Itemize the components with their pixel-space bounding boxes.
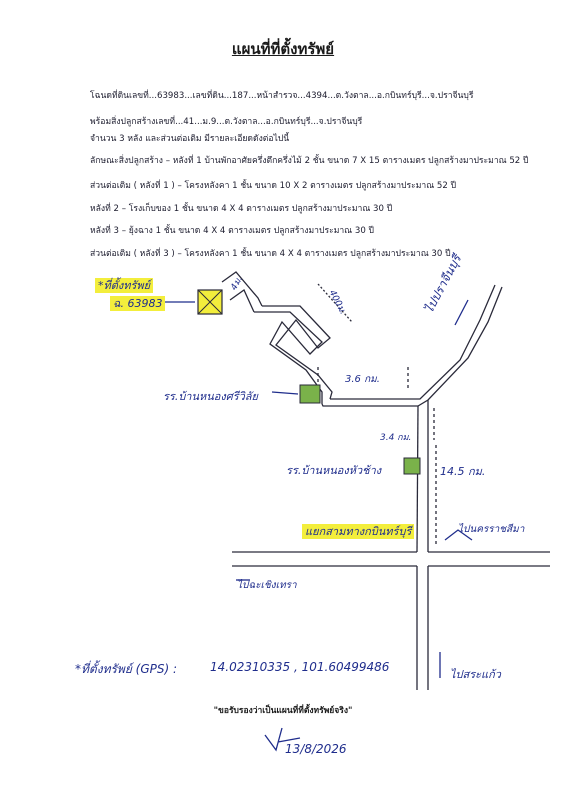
extension-1-line: ส่วนต่อเติม ( หลังที่ 1 ) – โครงหลังคา 1 ชั้น ขนาด 10 X 2 ตารางเมตร ปลูกสร้างมาประมาณ 52 ปี [90,181,457,191]
school-1-marker [300,385,320,403]
building-1-line: ลักษณะสิ่งปลูกสร้าง – หลังที่ 1 บ้านพักอาศัยครึ่งตึกครึ่งไม้ 2 ชั้น ขนาด 7 X 15 ตารางเมตร ปลูกสร้างมาประมาณ 52 ปี [90,156,529,166]
signature-date: 13/8/2026 [285,742,347,756]
building-count-line: จำนวน 3 หลัง และส่วนต่อเติม มีรายละเอียดดังต่อไปนี้ [90,134,290,144]
arrow-to-school1 [272,392,298,394]
building-2-line: หลังที่ 2 – โรงเก็บของ 1 ชั้น ขนาด 4 X 4 ตารางเมตร ปลูกสร้างมาประมาณ 30 ปี [90,204,393,214]
label-to-chachoengsao: ไปฉะเชิงเทรา [237,580,297,591]
distance-4m: 4ม. [229,274,245,293]
distance-14-5km: 14.5 กม. [440,465,486,478]
certification-text: "ขอรับรองว่าเป็นแผนที่ที่ตั้งทรัพย์จริง" [213,706,353,716]
road-south-edge [417,406,418,552]
access-lane-edge [230,290,254,312]
gps-value: 14.02310335 , 101.60499486 [210,660,390,674]
property-label: *ที่ตั้งทรัพย์ [95,276,153,294]
gps-label: *ที่ตั้งทรัพย์ (GPS) : [75,662,178,676]
deed-line: โฉนดที่ดินเลขที่...63983...เลขที่ดิน...187...หน้าสำรวจ...4394...ต.วังตาล...อ.กบินทร์บุรี...จ.ปราจีนบุรี [90,91,474,101]
school-1-label: รร.บ้านหนองศรีวิลัย [163,390,258,403]
junction-label: แยกสามทางกบินทร์บุรี [302,522,414,540]
building-3-line: หลังที่ 3 – ยุ้งฉาง 1 ชั้น ขนาด 4 X 4 ตารางเมตร ปลูกสร้างมาประมาณ 30 ปี [90,226,375,236]
road-to-prachinburi-edge [322,287,502,406]
side-road-west-edge [262,306,332,399]
arrow-prachinburi [455,300,468,325]
school-2-marker [404,458,420,474]
page-title: แผนที่ที่ตั้งทรัพย์ [231,40,335,58]
label-to-nakhon: ไปนครราชสีมา [458,524,525,535]
deed-label: ฉ. 63983 [110,294,165,312]
building-number-line: พร้อมสิ่งปลูกสร้างเลขที่...41...ม.9...ต.วังตาล...อ.กบินทร์บุรี...จ.ปราจีนบุรี [90,117,363,127]
label-to-prachinburi: ไปปราจีนบุรี [421,252,465,316]
extension-3-line: ส่วนต่อเติม ( หลังที่ 3 ) – โครงหลังคา 1 ชั้น ขนาด 4 X 4 ตารางเมตร ปลูกสร้างมาประมาณ 30 ปี [90,249,451,259]
school-2-label: รร.บ้านหนองหัวช้าง [286,464,382,477]
distance-3-6km: 3.6 กม. [345,374,380,385]
label-to-sakaeo: ไปสระแก้ว [450,668,501,681]
distance-3-4km: 3.4 กม. [380,433,412,443]
distance-400m: 400ม. [326,288,348,317]
